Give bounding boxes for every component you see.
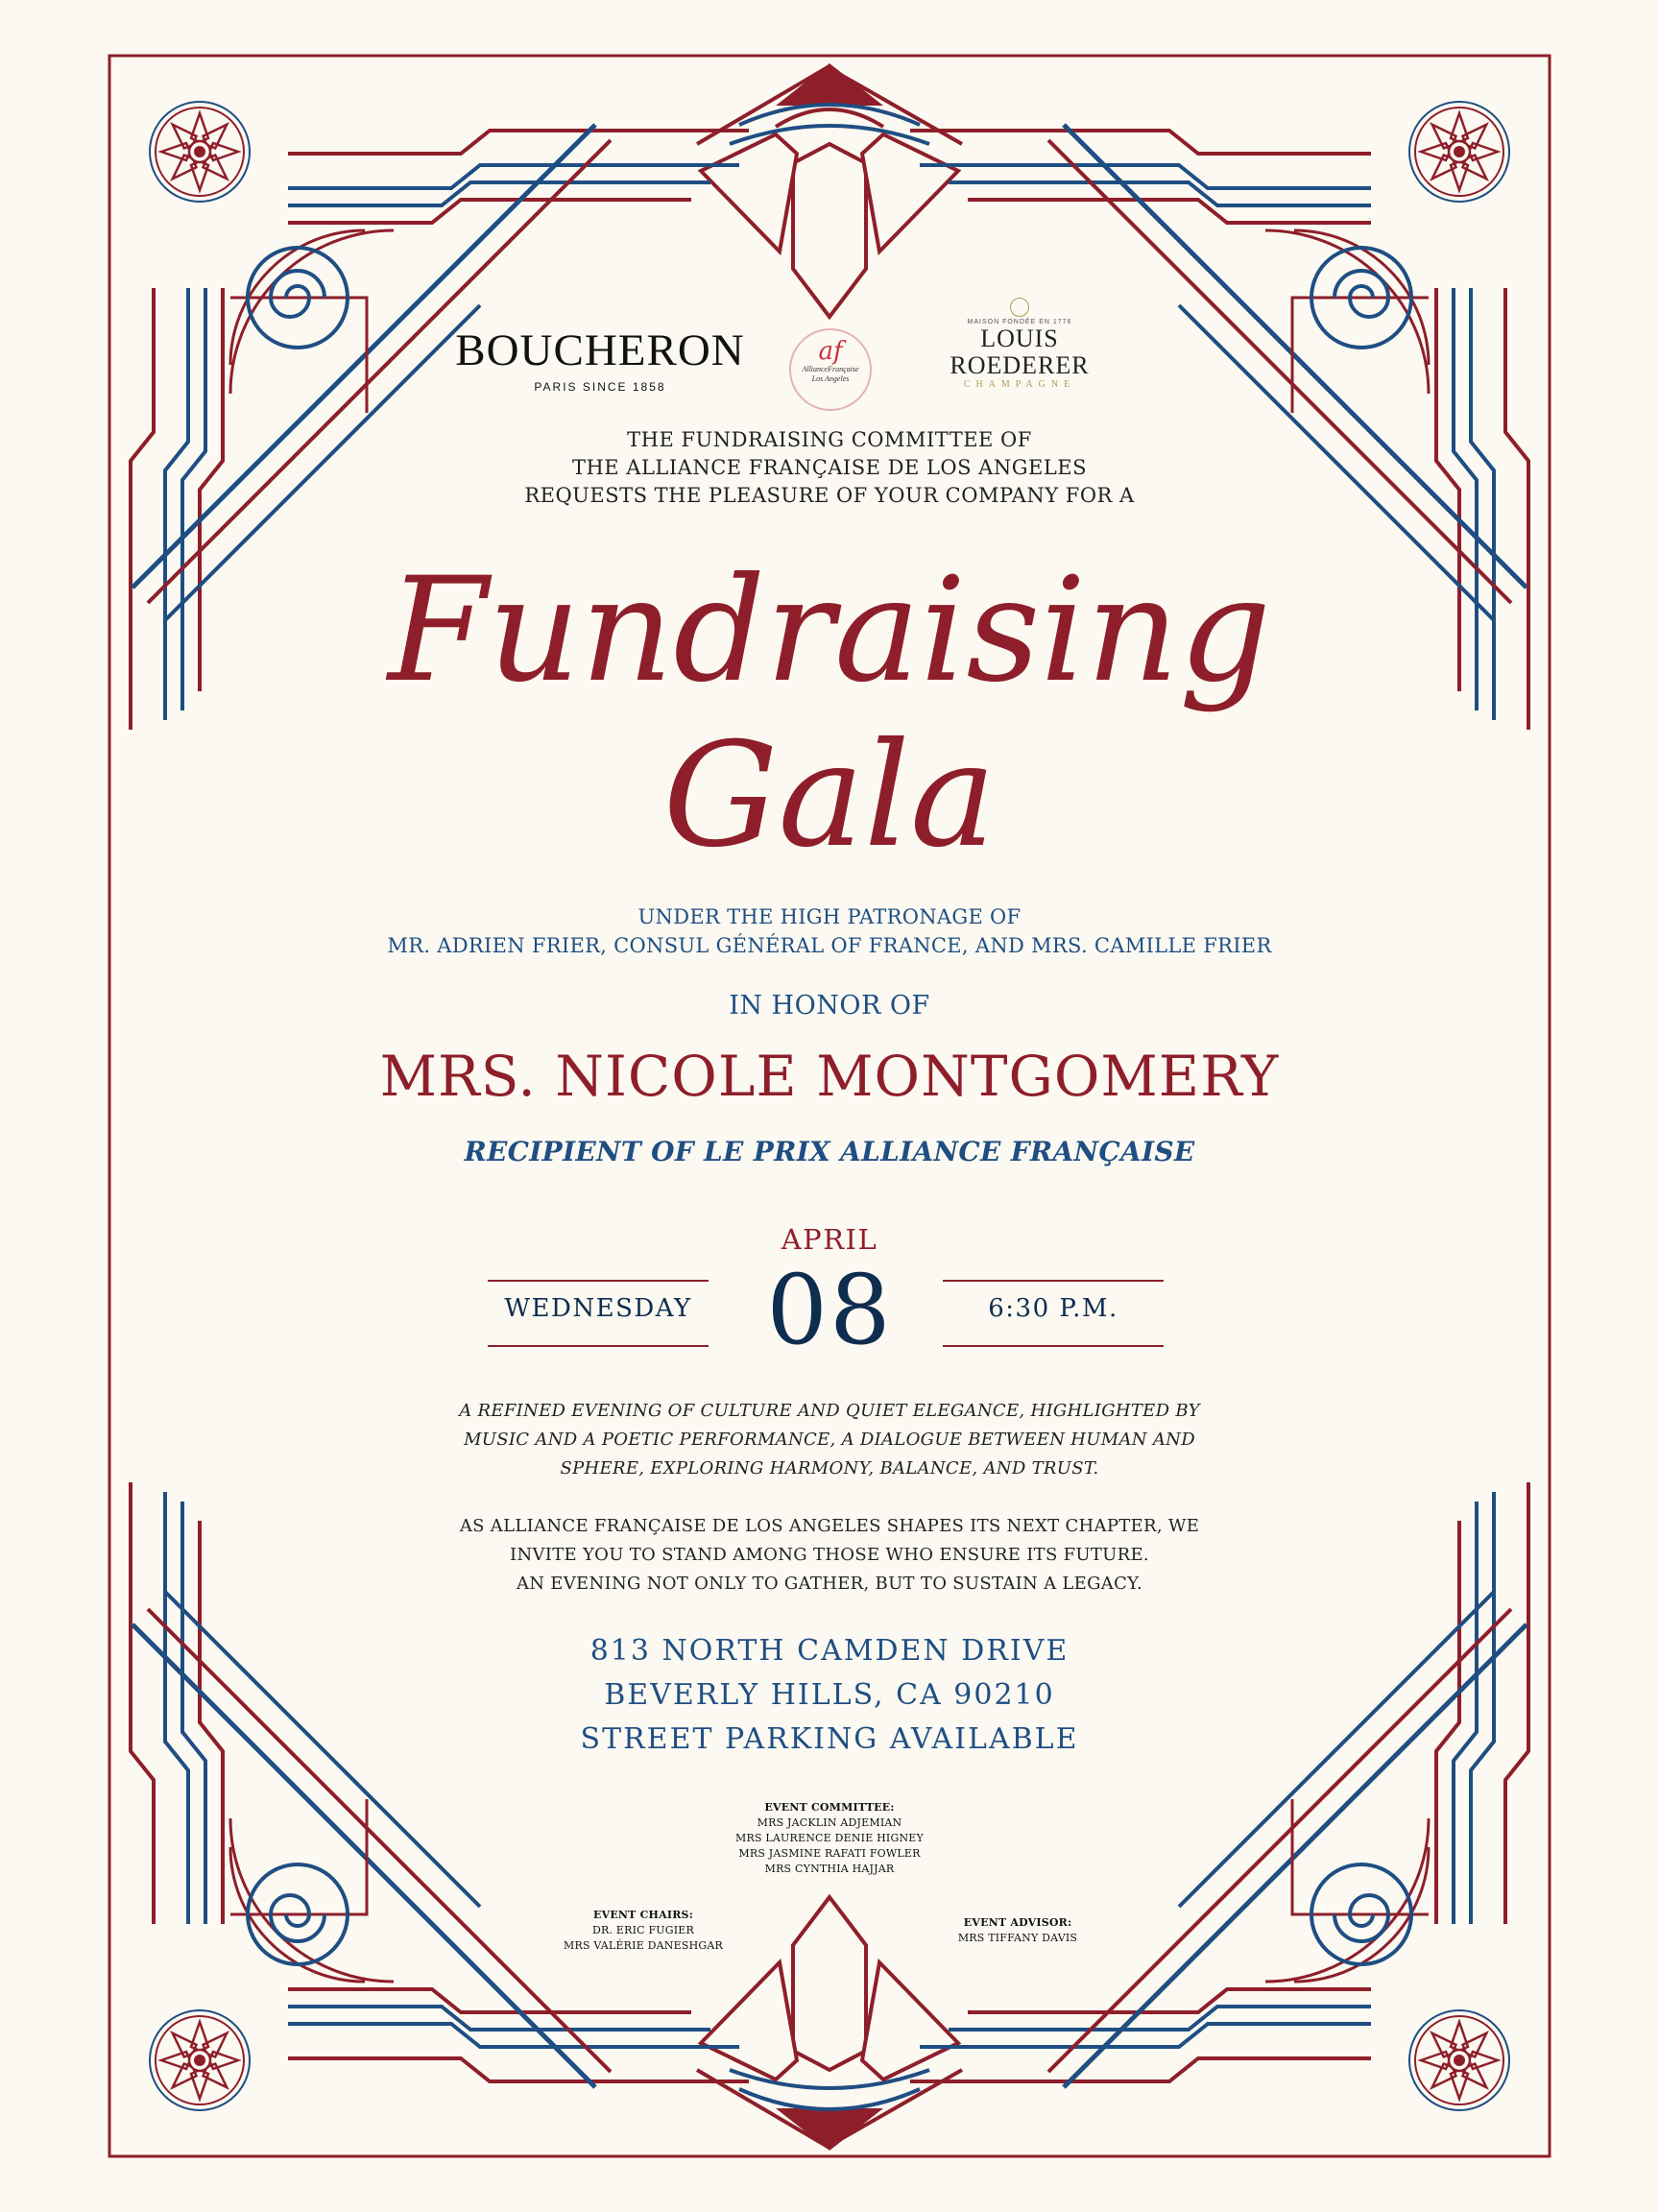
event-time: 6:30 P.M.: [988, 1294, 1118, 1323]
event-weekday: WEDNESDAY: [504, 1294, 692, 1323]
af-city: Los Angeles: [811, 374, 850, 383]
event-address: [0, 1629, 1659, 1762]
description-paragraph-2: [0, 1512, 1659, 1599]
louis-roederer-logo: [914, 298, 1125, 390]
patronage-line-2: MR. ADRIEN FRIER, CONSUL GÉNÉRAL OF FRANCE, AND MRS. CAMILLE FRIER: [387, 934, 1272, 957]
title-line2: Gala: [662, 712, 997, 879]
roederer-founded: MAISON FONDÉE EN 1776: [967, 319, 1072, 325]
boucheron-tagline: PARIS SINCE 1858: [534, 380, 666, 394]
intro-line-1: THE FUNDRAISING COMMITTEE OF: [627, 428, 1032, 451]
honoree-name: MRS. NICOLE MONTGOMERY: [379, 1044, 1280, 1109]
patronage-line-1: UNDER THE HIGH PATRONAGE OF: [637, 905, 1022, 928]
event-chairs: [538, 1908, 749, 1954]
description-line: MUSIC AND A POETIC PERFORMANCE, A DIALOGUE BETWEEN HUMAN AND: [464, 1430, 1195, 1450]
intro-text: [0, 426, 1659, 510]
address-parking: STREET PARKING AVAILABLE: [580, 1722, 1079, 1756]
event-day: 08: [766, 1254, 893, 1366]
alliance-francaise-logo: [789, 328, 872, 411]
address-street: 813 NORTH CAMDEN DRIVE: [589, 1634, 1070, 1668]
honor-label: IN HONOR OF: [729, 991, 930, 1021]
event-committee: [685, 1800, 974, 1877]
committee-member: MRS LAURENCE DENIE HIGNEY: [735, 1832, 924, 1844]
committee-member: MRS JASMINE RAFATI FOWLER: [738, 1847, 921, 1860]
advisor-heading: EVENT ADVISOR:: [963, 1916, 1072, 1929]
description-line: A REFINED EVENING OF CULTURE AND QUIET ELEGANCE, HIGHLIGHTED BY: [459, 1401, 1200, 1421]
description-line: SPHERE, EXPLORING HARMONY, BALANCE, AND TRUST.: [560, 1458, 1099, 1479]
description-line: INVITE YOU TO STAND AMONG THOSE WHO ENSURE ITS FUTURE.: [510, 1545, 1149, 1565]
intro-line-2: THE ALLIANCE FRANÇAISE DE LOS ANGELES: [571, 456, 1087, 479]
af-monogram: af: [818, 337, 843, 366]
committee-member: MRS CYNTHIA HAJJAR: [764, 1863, 895, 1875]
advisor-member: MRS TIFFANY DAVIS: [957, 1932, 1078, 1944]
title-line1: Fundraising: [388, 547, 1271, 714]
roederer-name: LOUIS ROEDERER: [950, 325, 1090, 379]
description-line: AN EVENING NOT ONLY TO GATHER, BUT TO SUSTAIN A LEGACY.: [516, 1574, 1143, 1594]
roederer-sub: CHAMPAGNE: [963, 379, 1076, 390]
intro-line-3: REQUESTS THE PLEASURE OF YOUR COMPANY FOR A: [524, 484, 1135, 507]
roederer-medal-icon: [1010, 298, 1029, 317]
boucheron-name: BOUCHERON: [455, 325, 745, 375]
boucheron-logo: [446, 326, 754, 394]
af-name: AllianceFrançaise: [802, 365, 859, 373]
description-line: AS ALLIANCE FRANÇAISE DE LOS ANGELES SHAPES ITS NEXT CHAPTER, WE: [459, 1516, 1200, 1536]
top-sunburst-fan-icon: [697, 63, 962, 317]
address-city: BEVERLY HILLS, CA 90210: [604, 1678, 1055, 1712]
award-line: RECIPIENT OF LE PRIX ALLIANCE FRANÇAISE: [464, 1136, 1195, 1167]
committee-member: MRS JACKLIN ADJEMIAN: [757, 1816, 902, 1829]
chair-member: DR. ERIC FUGIER: [591, 1924, 694, 1936]
chairs-heading: EVENT CHAIRS:: [593, 1909, 693, 1921]
event-month: APRIL: [781, 1223, 878, 1256]
patronage-text: [0, 902, 1659, 960]
chair-member: MRS VALÉRIE DANESHGAR: [564, 1939, 723, 1952]
committee-heading: EVENT COMMITTEE:: [764, 1801, 895, 1814]
event-advisor: [912, 1915, 1123, 1946]
description-paragraph-1: [0, 1397, 1659, 1483]
